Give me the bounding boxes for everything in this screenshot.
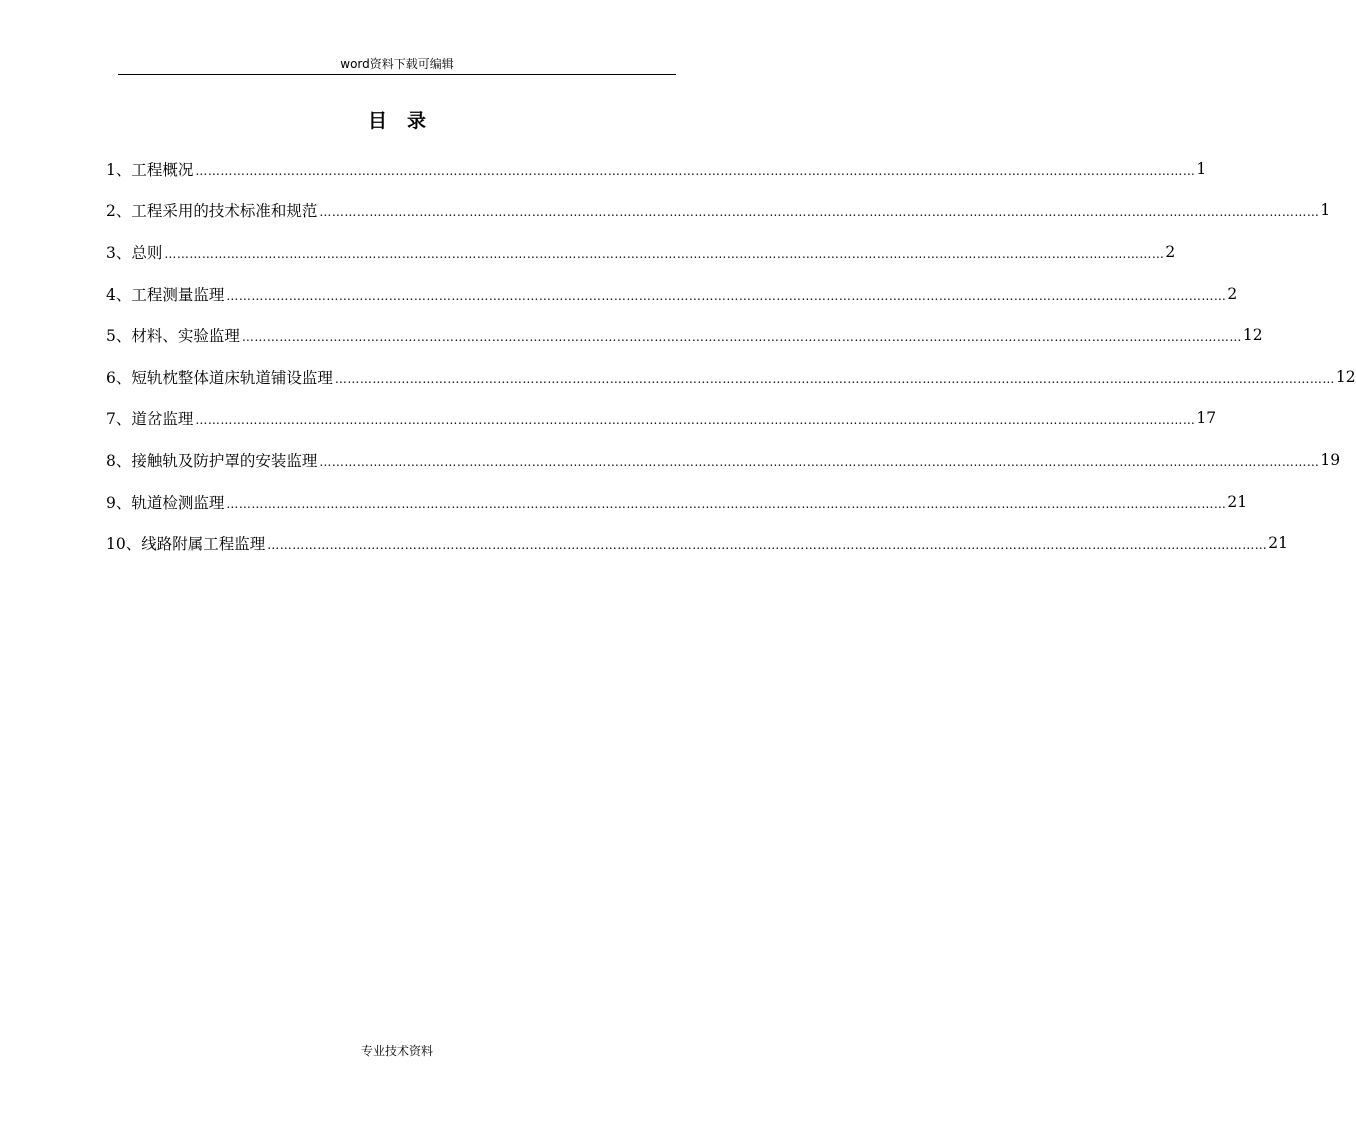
toc-dot-leader: …………………………………………………………………………………………………………………………………………………………………………………………………………………… bbox=[226, 496, 1227, 511]
toc-entry-page: 19 bbox=[1320, 450, 1341, 469]
toc-entry[interactable] bbox=[106, 522, 1288, 564]
toc-entry[interactable] bbox=[106, 314, 1263, 356]
toc-entry[interactable] bbox=[106, 190, 1331, 232]
toc-entry-page: 1 bbox=[1196, 159, 1207, 178]
toc-entry-label: 4、工程测量监理 bbox=[106, 283, 226, 305]
toc-entry[interactable] bbox=[106, 356, 1356, 398]
toc-entry[interactable] bbox=[106, 439, 1341, 481]
toc-dot-leader: …………………………………………………………………………………………………………………………………………………………………………………………………………………… bbox=[267, 538, 1268, 553]
page-footer: 专业技术资料 bbox=[360, 1044, 433, 1058]
toc-dot-leader: …………………………………………………………………………………………………………………………………………………………………………………………………………………… bbox=[195, 163, 1196, 178]
toc-entry[interactable] bbox=[106, 398, 1217, 440]
toc-title: 目录 bbox=[367, 110, 446, 132]
toc-entry-page: 2 bbox=[1165, 242, 1176, 261]
toc-dot-leader: …………………………………………………………………………………………………………………………………………………………………………………………………………………… bbox=[319, 454, 1320, 469]
toc-entry-page: 21 bbox=[1268, 534, 1288, 553]
toc-entry-page: 2 bbox=[1227, 284, 1238, 303]
toc-entry-page: 21 bbox=[1227, 492, 1248, 511]
toc-entry-label: 2、工程采用的技术标准和规范 bbox=[106, 199, 319, 221]
toc-dot-leader: …………………………………………………………………………………………………………………………………………………………………………………………………………………… bbox=[164, 246, 1165, 261]
toc-dot-leader: …………………………………………………………………………………………………………………………………………………………………………………………………………………… bbox=[226, 288, 1227, 303]
toc-entry[interactable] bbox=[106, 273, 1238, 315]
toc-entry-page: 17 bbox=[1196, 409, 1217, 428]
toc-dot-leader: …………………………………………………………………………………………………………………………………………………………………………………………………………………… bbox=[334, 371, 1335, 386]
toc-entry-label: 7、道岔监理 bbox=[106, 407, 195, 429]
page-header: word资料下载可编辑 bbox=[340, 57, 454, 71]
toc-dot-leader: …………………………………………………………………………………………………………………………………………………………………………………………………………………… bbox=[195, 413, 1196, 428]
table-of-contents bbox=[106, 148, 1356, 564]
toc-dot-leader: …………………………………………………………………………………………………………………………………………………………………………………………………………………… bbox=[241, 330, 1242, 345]
toc-entry-label: 5、材料、实验监理 bbox=[106, 324, 242, 346]
toc-dot-leader: …………………………………………………………………………………………………………………………………………………………………………………………………………………… bbox=[319, 205, 1320, 220]
toc-entry-label: 9、轨道检测监理 bbox=[106, 491, 226, 513]
toc-entry-label: 6、短轨枕整体道床轨道铺设监理 bbox=[106, 366, 335, 388]
toc-entry-page: 12 bbox=[1242, 326, 1263, 345]
toc-entry[interactable] bbox=[106, 148, 1207, 190]
toc-entry-label: 1、工程概况 bbox=[106, 158, 195, 180]
toc-entry-page: 12 bbox=[1335, 367, 1356, 386]
toc-entry[interactable] bbox=[106, 481, 1248, 523]
toc-entry-label: 10、线路附属工程监理 bbox=[106, 532, 267, 554]
header-divider bbox=[118, 74, 676, 75]
toc-entry-page: 1 bbox=[1320, 201, 1331, 220]
toc-entry[interactable] bbox=[106, 231, 1176, 273]
toc-entry-label: 8、接触轨及防护罩的安装监理 bbox=[106, 449, 319, 471]
toc-entry-label: 3、总则 bbox=[106, 241, 164, 263]
